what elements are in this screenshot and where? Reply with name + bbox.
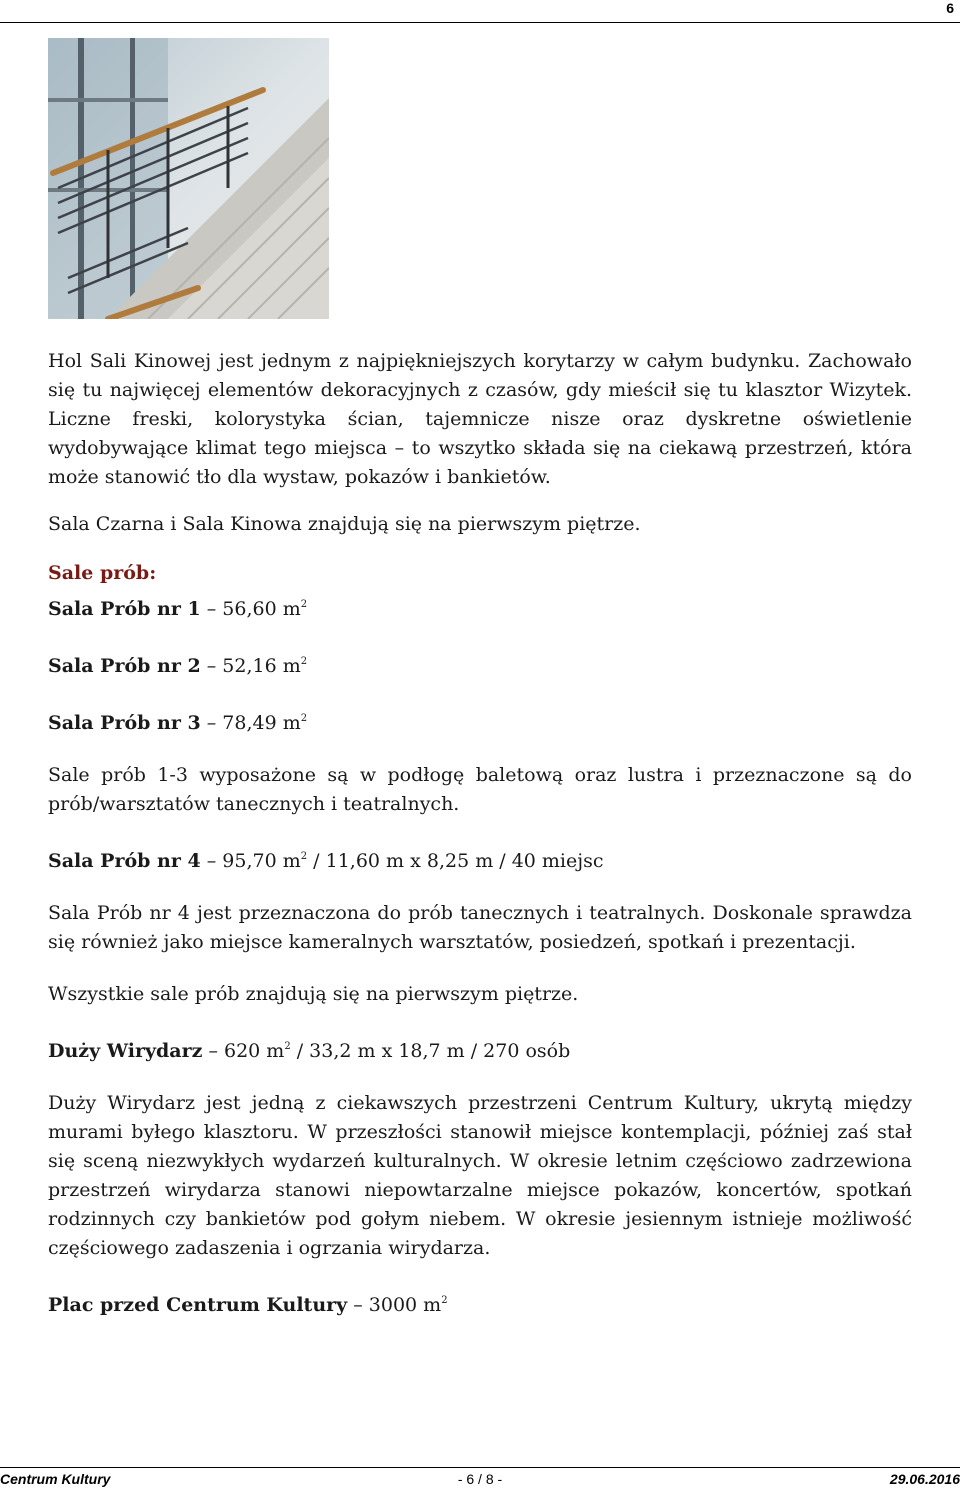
room-spec-3 xyxy=(48,704,912,738)
area-unit-exponent: 2 xyxy=(300,713,308,724)
room-name: Sala Prób nr 3 xyxy=(48,712,201,734)
room-spec-4 xyxy=(48,842,912,876)
square-name: Plac przed Centrum Kultury xyxy=(48,1294,348,1316)
footer-divider xyxy=(0,1467,960,1468)
room-name: Sala Prób nr 4 xyxy=(48,850,201,872)
staircase-photo xyxy=(48,38,329,319)
room-area: – 56,60 m xyxy=(200,598,301,620)
page-number: 6 xyxy=(946,0,954,16)
courtyard-area: – 620 m xyxy=(202,1040,285,1062)
area-unit-exponent: 2 xyxy=(284,1041,291,1052)
footer-page-counter: - 6 / 8 - xyxy=(457,1471,503,1487)
courtyard-description: Duży Wirydarz jest jedną z ciekawszych przestrzeni Centrum Kultury, ukrytą między murami byłego klasztoru. W przeszłości stanowił miejsce kontemplacji, później zaś stał się sceną niezwykłych wydarzeń kulturalnych. W okresie letnim częściowo zadrzewiona przestrzeń wirydarza stanowi niepowtarzalne miejsce pokazów, koncertów, spotkań rodzinnych czy bankietów pod gołym niebem. W okresie jesiennym istnieje możliwość częściowego zadaszenia i ogrzania wirydarza. xyxy=(48,1092,912,1259)
square-area: – 3000 m xyxy=(347,1294,442,1316)
room-4-description: Sala Prób nr 4 jest przeznaczona do prób tanecznych i teatralnych. Doskonale sprawdza się również jako miejsce kameralnych warsztatów, posiedzeń, spotkań i prezentacji. xyxy=(48,902,912,953)
courtyard-spec xyxy=(48,1032,912,1066)
area-unit-exponent: 2 xyxy=(300,599,308,610)
courtyard-name: Duży Wirydarz xyxy=(48,1040,203,1062)
room-name: Sala Prób nr 1 xyxy=(48,598,201,620)
footer-date: 29.06.2016 xyxy=(889,1471,960,1487)
header-divider xyxy=(0,22,960,23)
room-spec-2 xyxy=(48,647,912,681)
rooms-location-note: Wszystkie sale prób znajdują się na pierwszym piętrze. xyxy=(48,983,579,1005)
room-spec-1 xyxy=(48,590,912,624)
footer-site-name: Centrum Kultury xyxy=(0,1471,111,1487)
room-area: – 52,16 m xyxy=(200,655,301,677)
location-note: Sala Czarna i Sala Kinowa znajdują się na pierwszym piętrze. xyxy=(48,513,641,535)
intro-paragraph: Hol Sali Kinowej jest jednym z najpiękniejszych korytarzy w całym budynku. Zachowało się tu najwięcej elementów dekoracyjnych z czasów, gdy mieścił się tu klasztor Wizytek. Liczne freski, kolorystyka ścian, tajemnicze nisze oraz dyskretne oświetlenie wydobywające klimat tego miejsca – to wszytko składa się na ciekawą przestrzeń, która może stanowić tło dla wystaw, pokazów i bankietów. xyxy=(48,350,912,488)
rooms-1-3-description: Sale prób 1-3 wyposażone są w podłogę baletową oraz lustra i przeznaczone są do prób/warsztatów tanecznych i teatralnych. xyxy=(48,764,912,815)
rehearsal-rooms-heading: Sale prób: xyxy=(48,562,157,584)
area-unit-exponent: 2 xyxy=(300,851,308,862)
room-area: – 95,70 m xyxy=(200,850,301,872)
page-content xyxy=(48,347,912,1320)
room-name: Sala Prób nr 2 xyxy=(48,655,201,677)
area-unit-exponent: 2 xyxy=(300,656,308,667)
courtyard-dimensions: / 33,2 m x 18,7 m / 270 osób xyxy=(290,1040,571,1062)
area-unit-exponent: 2 xyxy=(441,1295,448,1306)
room-dimensions: / 11,60 m x 8,25 m / 40 miejsc xyxy=(307,850,604,872)
room-area: – 78,49 m xyxy=(200,712,301,734)
square-spec xyxy=(48,1286,912,1320)
